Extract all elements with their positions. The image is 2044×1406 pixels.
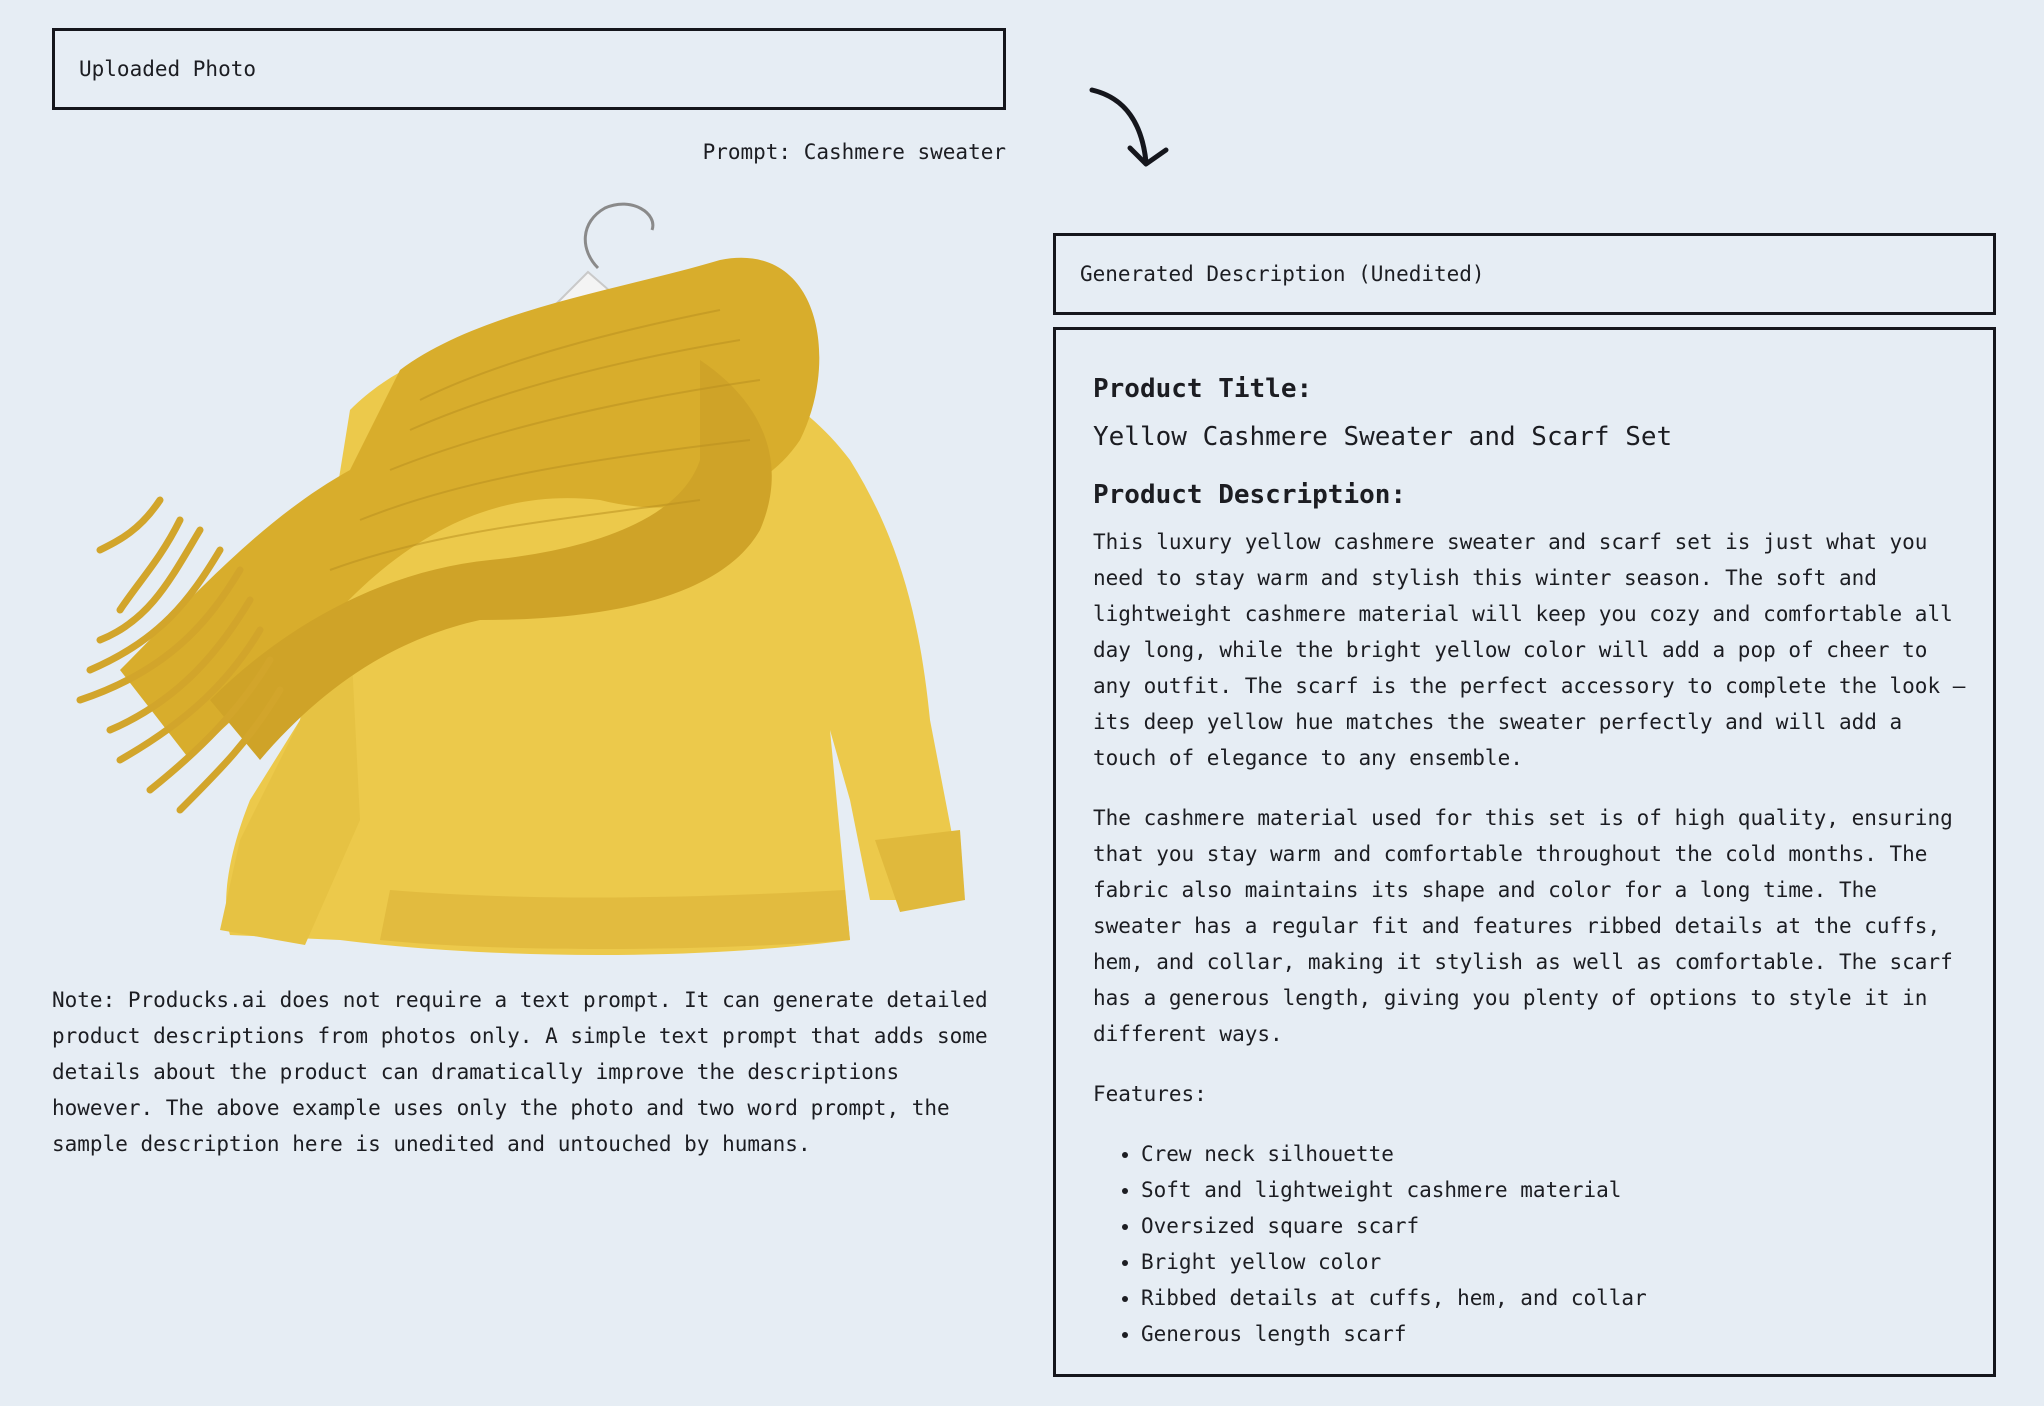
description-paragraph-2: The cashmere material used for this set is of high quality, ensuring that you stay warm and comfortable throughout the cold months. The fabric also maintains its shape and color for a long time. The sweater has a regular fit and features ribbed details at the cuffs, hem, and collar, making it stylish as well as comfortable. The scarf has a generous length, giving you plenty of options to style it in different ways. <box>1093 806 1953 1046</box>
curved-arrow-icon <box>1086 84 1176 180</box>
product-description-heading: Product Description: <box>1093 480 1407 510</box>
feature-item: • Generous length scarf <box>1141 1316 1977 1352</box>
uploaded-photo-label-box <box>52 28 1006 110</box>
description-panel <box>1053 327 1996 1377</box>
product-photo <box>60 200 1005 960</box>
uploaded-photo-label: Uploaded Photo <box>79 57 257 81</box>
feature-item: • Ribbed details at cuffs, hem, and collar <box>1141 1280 1977 1316</box>
product-title: Yellow Cashmere Sweater and Scarf Set <box>1093 422 1673 452</box>
generated-description-label: Generated Description (Unedited) <box>1080 262 1485 286</box>
description-paragraph-1: This luxury yellow cashmere sweater and scarf set is just what you need to stay warm and stylish this winter season. The soft and lightweight cashmere material will keep you cozy and comfortable all day long, while the bright yellow color will add a pop of cheer to any outfit. The scarf is the perfect accessory to complete the look – its deep yellow hue matches the sweater perfectly and will add a touch of elegance to any ensemble. <box>1093 530 1966 770</box>
sweater-hem <box>380 890 850 949</box>
feature-item: • Bright yellow color <box>1141 1244 1977 1280</box>
features-list <box>1093 1136 1977 1352</box>
feature-item: • Crew neck silhouette <box>1141 1136 1977 1172</box>
generated-description-label-box <box>1053 233 1996 315</box>
feature-item: • Soft and lightweight cashmere material <box>1141 1172 1977 1208</box>
features-label: Features: <box>1093 1082 1207 1106</box>
product-title-heading: Product Title: <box>1093 374 1313 404</box>
feature-item: • Oversized square scarf <box>1141 1208 1977 1244</box>
note-text: Note: Producks.ai does not require a text prompt. It can generate detailed product descriptions from photos only. A simple text prompt that adds some details about the product can dramatically improve the descriptions however. The above example uses only the photo and two word prompt, the sample description here is unedited and untouched by humans. <box>52 988 988 1156</box>
prompt-text: Prompt: Cashmere sweater <box>702 140 1006 164</box>
